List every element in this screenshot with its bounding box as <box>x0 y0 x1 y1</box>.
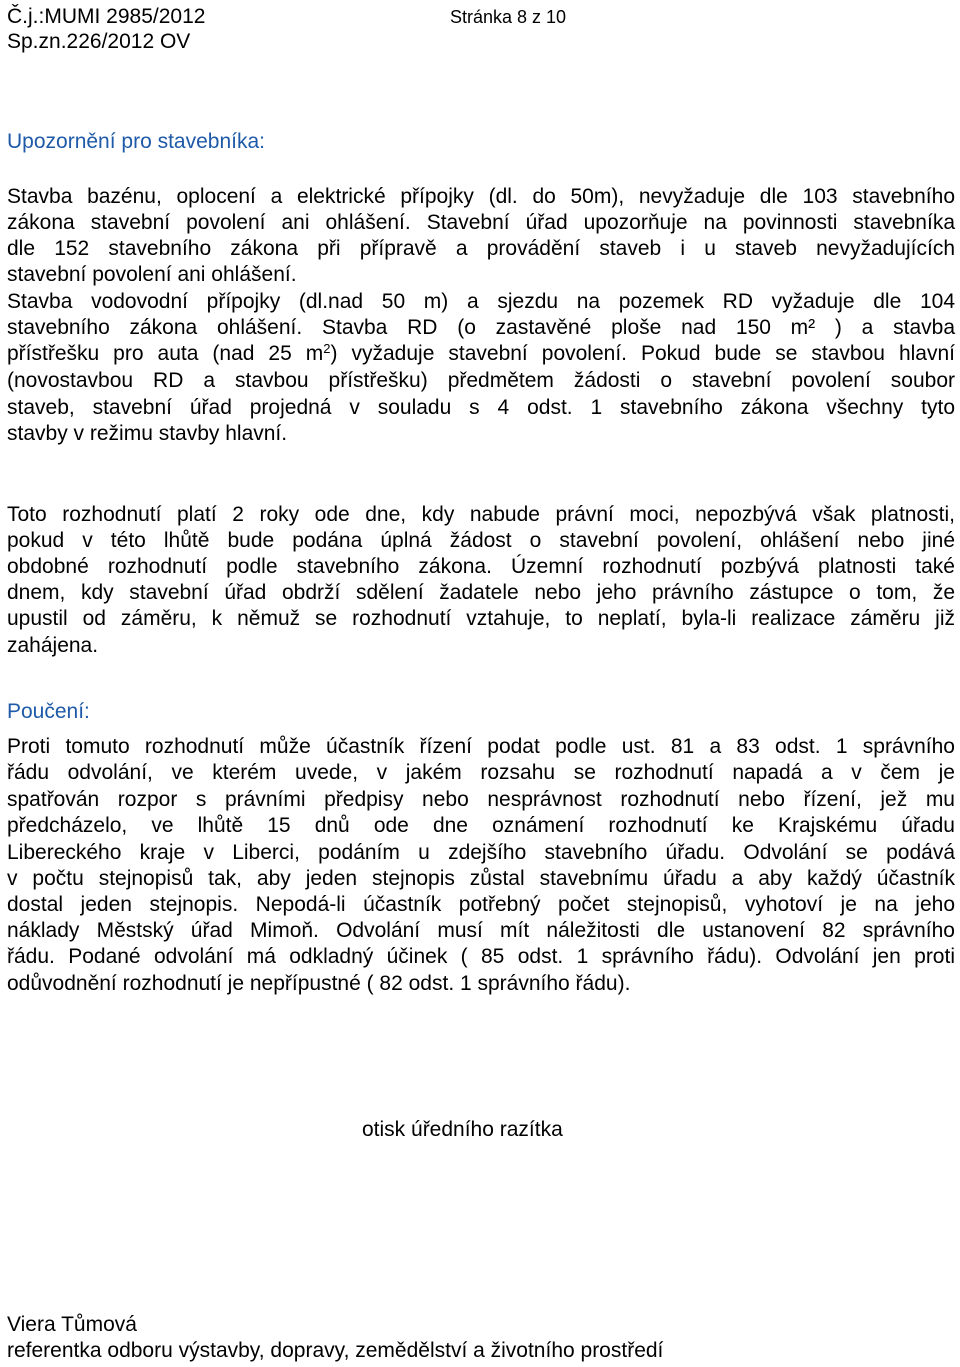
notice-line-7-a: přístřešku pro auta (nad 25 m <box>7 342 324 365</box>
validity-line-1: Toto rozhodnutí platí 2 roky ode dne, kdy nabude právní moci, nepozbývá však platnosti, <box>7 503 955 526</box>
notice-line-8: (novostavbou RD a stavbou přístřešku) předmětem žádosti o stavební povolení soubor <box>7 369 955 392</box>
notice-line-5: Stavba vodovodní přípojky (dl.nad 50 m) a sjezdu na pozemek RD vyžaduje dle 104 <box>7 290 955 313</box>
case-number: Č.j.:MUMI 2985/2012 <box>7 5 206 28</box>
instruction-line-3: spatřován rozpor s právními předpisy nebo nesprávnost rozhodnutí nebo řízení, jež mu <box>7 788 955 811</box>
superscript-two: 2 <box>323 341 331 356</box>
notice-line-9: staveb, stavební úřad projedná v souladu s 4 odst. 1 stavebního zákona všechny tyto <box>7 396 955 419</box>
stamp-placeholder: otisk úředního razítka <box>362 1118 563 1141</box>
notice-line-3: dle 152 stavebního zákona při přípravě a provádění staveb i u staveb nevyžadujících <box>7 237 955 260</box>
notice-line-7-b: ) vyžaduje stavební povolení. Pokud bude se stavbou hlavní <box>330 342 955 365</box>
signatory-name: Viera Tůmová <box>7 1313 137 1336</box>
instruction-line-5: Libereckého kraje v Liberci, podáním u zdejšího stavebního úřadu. Odvolání se podává <box>7 841 955 864</box>
file-reference: Sp.zn.226/2012 OV <box>7 30 191 53</box>
notice-heading: Upozornění pro stavebníka: <box>7 130 265 153</box>
validity-line-6: zahájena. <box>7 634 99 657</box>
page-indicator: Stránka 8 z 10 <box>450 7 567 27</box>
notice-line-10: stavby v režimu stavby hlavní. <box>7 422 288 445</box>
notice-line-6: stavebního zákona ohlášení. Stavba RD (o zastavěné ploše nad 150 m² ) a stavba <box>7 316 955 339</box>
notice-line-7 <box>7 341 955 367</box>
signatory-title: referentka odboru výstavby, dopravy, zemědělství a životního prostředí <box>7 1339 664 1362</box>
instruction-heading: Poučení: <box>7 700 90 723</box>
instruction-line-9: řádu. Podané odvolání má odkladný účinek ( 85 odst. 1 správního řádu). Odvolání jen proti <box>7 945 955 968</box>
validity-line-5: upustil od záměru, k němuž se rozhodnutí vztahuje, to neplatí, byla-li realizace záměru již <box>7 607 955 630</box>
notice-line-2: zákona stavební povolení ani ohlášení. Stavební úřad upozorňuje na povinnosti stavebníka <box>7 211 955 234</box>
validity-line-3: obdobné rozhodnutí podle stavebního zákona. Územní rozhodnutí pozbývá platnosti také <box>7 555 955 578</box>
instruction-line-10: odůvodnění rozhodnutí je nepřípustné ( 82 odst. 1 správního řádu). <box>7 972 631 995</box>
instruction-line-1: Proti tomuto rozhodnutí může účastník řízení podat podle ust. 81 a 83 odst. 1 správního <box>7 735 955 758</box>
instruction-line-2: řádu odvolání, ve kterém uvede, v jakém rozsahu se rozhodnutí napadá a v čem je <box>7 761 955 784</box>
instruction-line-7: dostal jeden stejnopis. Nepodá-li účastník potřebný počet stejnopisů, vyhotoví je na jeho <box>7 893 955 916</box>
instruction-line-4: předcházelo, ve lhůtě 15 dnů ode dne oznámení rozhodnutí ke Krajskému úřadu <box>7 814 955 837</box>
notice-line-1: Stavba bazénu, oplocení a elektrické přípojky (dl. do 50m), nevyžaduje dle 103 stavebního <box>7 185 955 208</box>
instruction-line-6: v počtu stejnopisů tak, aby jeden stejnopis zůstal stavebnímu úřadu a aby každý účastník <box>7 867 955 890</box>
instruction-line-8: náklady Městský úřad Mimoň. Odvolání musí mít náležitosti dle ustanovení 82 správního <box>7 919 955 942</box>
validity-line-2: pokud v této lhůtě bude podána úplná žádost o stavební povolení, ohlášení nebo jiné <box>7 529 955 552</box>
notice-line-4: stavební povolení ani ohlášení. <box>7 263 297 286</box>
validity-line-4: dnem, kdy stavební úřad obdrží sdělení žadatele nebo jeho právního zástupce o tom, že <box>7 581 955 604</box>
